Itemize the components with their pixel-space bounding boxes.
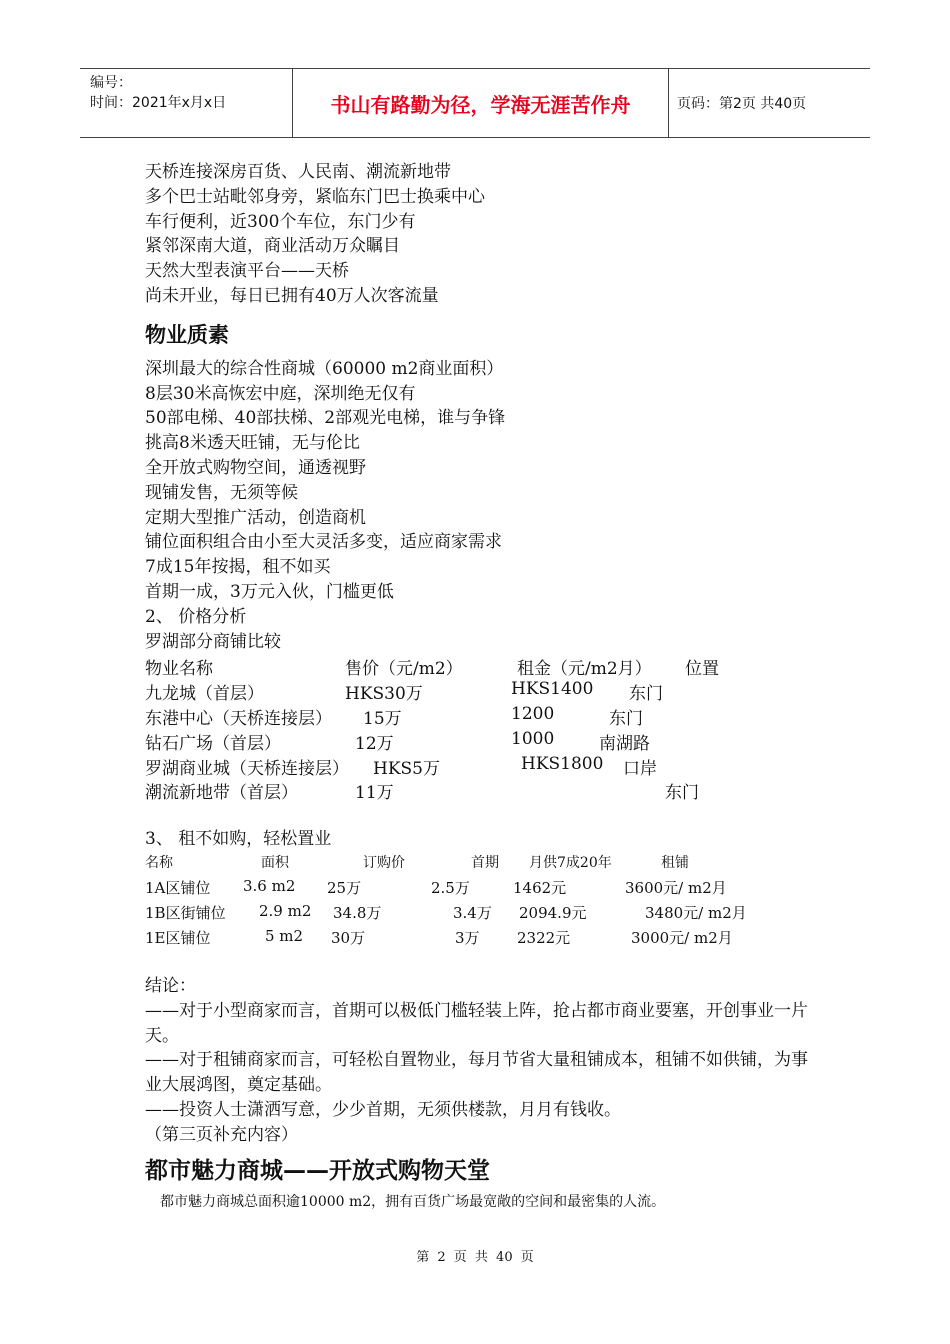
table-cell: 1200 <box>511 703 555 724</box>
spacer <box>145 803 825 827</box>
table-cell: 3480元/ m2月 <box>645 903 747 922</box>
table-cell: 2094.9元 <box>519 903 587 922</box>
table-cell: 罗湖商业城（天桥连接层） <box>145 758 349 779</box>
conclusion-item: ——对于小型商家而言，首期可以极低门槛轻装上阵，抢占都市商业要塞，开创事业一片天。 <box>145 1000 808 1046</box>
property-line: 深圳最大的综合性商城（60000 m2商业面积） <box>145 358 504 379</box>
table-cell: 30万 <box>331 928 366 947</box>
buy-table <box>145 850 825 950</box>
table-row <box>145 778 825 803</box>
section-subtitle: 3、 租不如购，轻松置业 <box>145 829 332 850</box>
table-header: 月供7成20年 <box>529 854 612 871</box>
intro-line: 天桥连接深房百货、人民南、潮流新地带 <box>145 162 451 182</box>
page-header <box>80 68 870 138</box>
table-row <box>145 754 825 779</box>
table-cell: HKS5万 <box>373 758 440 779</box>
table-cell: 25万 <box>327 878 362 897</box>
table-cell: 12万 <box>355 733 394 754</box>
buy-header-row <box>145 850 825 875</box>
table-header: 物业名称 <box>145 659 213 680</box>
table-row <box>145 900 825 925</box>
table-cell: 2322元 <box>517 928 571 947</box>
page-footer: 第 2 页 共 40 页 <box>416 1250 534 1265</box>
table-header: 租铺 <box>661 854 689 871</box>
table-cell: 3.6 m2 <box>243 876 296 895</box>
table-row <box>145 729 825 754</box>
header-meta <box>80 69 293 137</box>
motto: 书山有路勤为径，学海无涯苦作舟 <box>293 69 669 137</box>
table-header: 名称 <box>145 854 173 871</box>
table-cell: 1E区铺位 <box>145 928 211 947</box>
property-line: 罗湖部分商铺比较 <box>145 631 281 652</box>
table-cell: 3.4万 <box>453 903 492 922</box>
property-line: 现铺发售，无须等候 <box>145 482 298 503</box>
intro-line: 紧邻深南大道，商业活动万众瞩目 <box>145 236 400 257</box>
conclusion-item: ——投资人士潇洒写意，少少首期，无须供楼款，月月有钱收。 <box>145 1099 621 1120</box>
intro-line: 车行便利，近300个车位，东门少有 <box>145 211 416 232</box>
table-cell: HKS1800 <box>521 753 604 774</box>
table-cell: 2.9 m2 <box>259 901 312 920</box>
conclusion-label: 结论： <box>145 975 196 996</box>
conclusion-item: ——对于租铺商家而言，可轻松自置物业，每月节省大量租铺成本，租铺不如供铺，为事业大展鸿图，奠定基础。 <box>145 1050 808 1096</box>
table-header: 租金（元/m2月） <box>517 659 652 680</box>
table-row <box>145 925 825 950</box>
property-line: 定期大型推广活动，创造商机 <box>145 507 366 528</box>
table-cell: 5 m2 <box>265 926 304 945</box>
compare-table <box>145 654 825 803</box>
table-header: 面积 <box>261 854 289 871</box>
table-cell: 1B区街铺位 <box>145 903 226 922</box>
table-cell: 1A区铺位 <box>145 878 211 897</box>
table-cell: 34.8万 <box>333 903 382 922</box>
section-title: 物业质素 <box>145 322 229 347</box>
compare-header-row <box>145 654 825 679</box>
table-cell: 东门 <box>665 783 699 804</box>
property-line: 2、 价格分析 <box>145 606 247 627</box>
table-cell: 东港中心（天桥连接层） <box>145 708 332 729</box>
property-line: 7成15年按揭，租不如买 <box>145 557 331 578</box>
property-line: 首期一成，3万元入伙，门槛更低 <box>145 581 394 602</box>
table-cell: 潮流新地带（首层） <box>145 783 298 804</box>
table-cell: 南湖路 <box>599 733 650 754</box>
conclusion-note: （第三页补充内容） <box>145 1124 298 1145</box>
table-header: 首期 <box>471 854 499 871</box>
property-line: 铺位面积组合由小至大灵活多变，适应商家需求 <box>145 532 502 553</box>
section-title: 都市魅力商城——开放式购物天堂 <box>145 1157 490 1184</box>
table-cell: HKS1400 <box>511 679 594 700</box>
property-line: 挑高8米透天旺铺，无与伦比 <box>145 433 360 454</box>
table-cell: 钻石广场（首层） <box>145 733 281 754</box>
table-cell: 11万 <box>355 783 394 804</box>
table-cell: 口岸 <box>623 758 657 779</box>
intro-list <box>145 160 825 309</box>
time-label: 时间：2021年x月x日 <box>90 95 227 111</box>
table-row <box>145 679 825 704</box>
table-cell: 15万 <box>363 708 402 729</box>
table-cell: 3万 <box>455 928 480 947</box>
table-cell: HKS30万 <box>345 684 423 705</box>
property-list <box>145 357 825 655</box>
page-label: 页码：第2页 共40页 <box>677 96 807 112</box>
table-cell: 3000元/ m2月 <box>631 928 733 947</box>
section-paragraph: 都市魅力商城总面积逾10000 m2，拥有百货广场最宽敞的空间和最密集的人流。 <box>160 1193 666 1210</box>
document-body <box>145 160 825 1213</box>
property-line: 8层30米高恢宏中庭，深圳绝无仅有 <box>145 383 416 404</box>
table-header: 订购价 <box>363 854 405 871</box>
table-cell: 九龙城（首层） <box>145 684 264 705</box>
table-row <box>145 704 825 729</box>
intro-line: 多个巴士站毗邻身旁，紧临东门巴士换乘中心 <box>145 186 485 207</box>
spacer <box>145 950 825 974</box>
intro-line: 尚未开业，每日已拥有40万人次客流量 <box>145 285 439 306</box>
table-cell: 3600元/ m2月 <box>625 878 727 897</box>
property-line: 50部电梯、40部扶梯、2部观光电梯，谁与争锋 <box>145 408 506 429</box>
table-cell: 2.5万 <box>431 878 470 897</box>
table-cell: 东门 <box>629 684 663 705</box>
conclusion <box>145 974 825 1148</box>
intro-line: 天然大型表演平台——天桥 <box>145 261 349 282</box>
table-cell: 东门 <box>609 708 643 729</box>
table-header: 售价（元/m2） <box>345 659 463 680</box>
number-label: 编号： <box>90 75 132 91</box>
table-row <box>145 875 825 900</box>
property-line: 全开放式购物空间，通透视野 <box>145 457 366 478</box>
table-cell: 1462元 <box>513 878 567 897</box>
table-cell: 1000 <box>511 728 555 749</box>
table-header: 位置 <box>685 659 719 680</box>
